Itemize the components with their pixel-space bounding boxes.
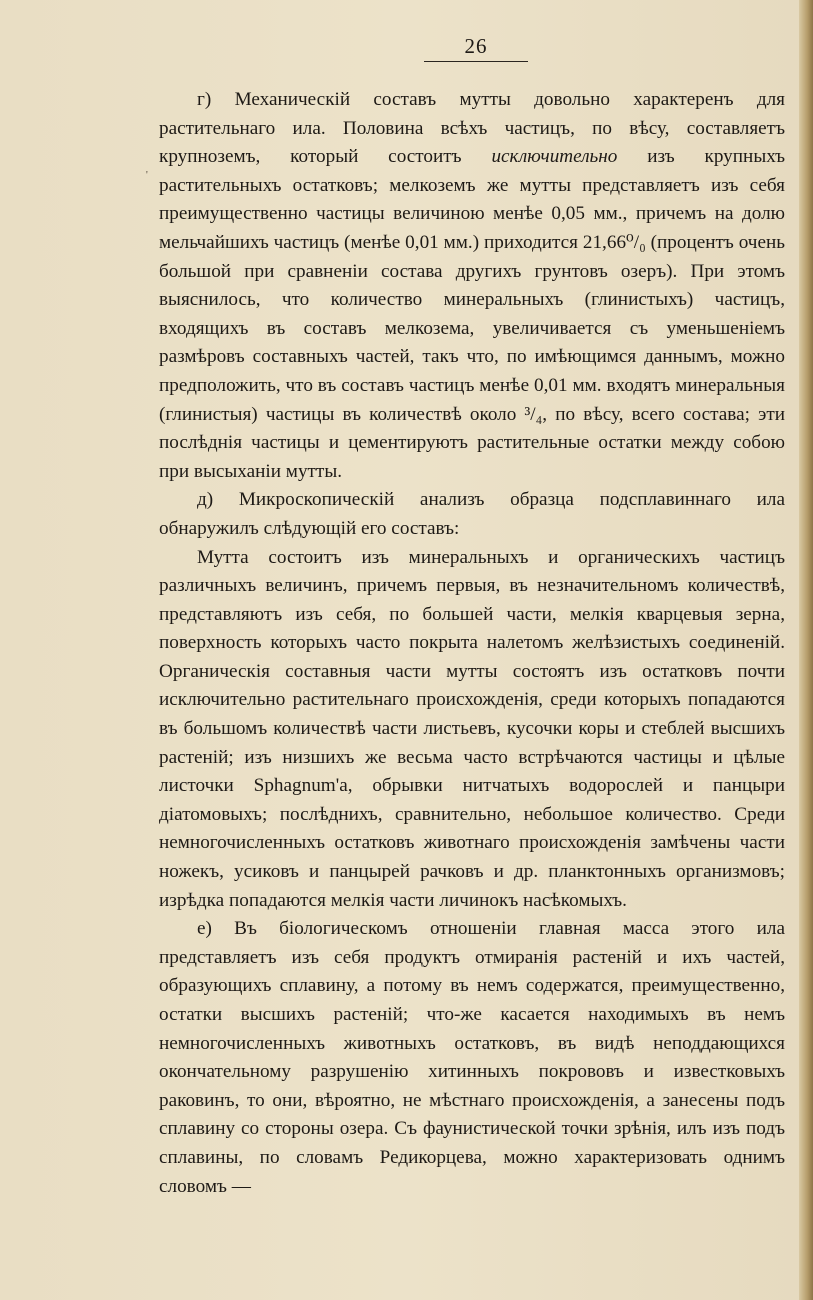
- page-number-rule: [424, 61, 528, 62]
- page-edge-shadow: [799, 0, 813, 1300]
- paragraph-e: е) Въ біологическомъ отношеніи главная масса этого ила представляетъ изъ себя продуктъ отмиранія растеній и ихъ частей, образующихъ сплавину, а потому въ немъ содержатся, преимущественно, остатки высшихъ растеній; что-же касается находимыхъ въ немъ немногочисленныхъ животныхъ остатковъ, въ видѣ неподдающихся окончательному разрушенію хитинныхъ покрововъ и известковыхъ раковинъ, то они, вѣроятно, не мѣстнаго происхожденія, а занесены подъ сплавину со стороны озера. Съ фаунистической точки зрѣнія, илъ изъ подъ сплавины, по словамъ Редикорцева, можно характеризовать однимъ словомъ —: [159, 918, 785, 1197]
- page-number: 26: [464, 34, 488, 58]
- body-text: [159, 86, 785, 1201]
- paragraph-d: д) Микроскопическій анализъ образца подсплавиннаго ила обнаружилъ слѣдующій его составъ:: [159, 489, 785, 539]
- paragraph-g-end: изъ крупныхъ растительныхъ остатковъ; мелкоземъ же мутты представляетъ изъ себя преимущественно частицы величиною менѣе 0,05 мм., причемъ на долю мельчайшихъ частицъ (менѣе 0,01 мм.) приходится 21,66⁰/₀ (процентъ очень большой при сравненіи состава другихъ грунтовъ озеръ). При этомъ выяснилось, что количество минеральныхъ (глинистыхъ) частицъ, входящихъ въ составъ мелкозема, увеличивается съ уменьшеніемъ размѣровъ составныхъ частей, такъ что, по имѣющимся даннымъ, можно предположить, что въ составъ частицъ менѣе 0,01 мм. входятъ минеральныя (глинистыя) частицы въ количествѣ около ³/₄, по вѣсу, всего состава; эти послѣднія частицы и цементируютъ растительные остатки между собою при высыханіи мутты.: [159, 146, 785, 482]
- paragraph-g: [159, 86, 785, 486]
- paragraph-mutta: Мутта состоитъ изъ минеральныхъ и органическихъ частицъ различныхъ величинъ, причемъ первыя, въ незначительномъ количествѣ, представляютъ изъ себя, по большей части, мелкія кварцевыя зерна, поверхность которыхъ часто покрыта налетомъ желѣзистыхъ соединеній. Органическія составныя части мутты состоятъ изъ остатковъ почти исключительно растительнаго происхожденія, среди которыхъ попадаются въ большомъ количествѣ части листьевъ, кусочки коры и стеблей высшихъ растеній; изъ низшихъ же весьма часто встрѣчаются частицы и цѣлые листочки Sphagnum'а, обрывки нитчатыхъ водорослей и панцыри діатомовыхъ; послѣднихъ, сравнительно, небольшое количество. Среди немногочисленныхъ остатковъ животнаго происхожденія замѣчены части ножекъ, усиковъ и панцырей рачковъ и др. планктонныхъ организмовъ; изрѣдка попадаются мелкія части личинокъ насѣкомыхъ.: [159, 546, 785, 911]
- margin-mark: ': [146, 170, 148, 181]
- paragraph-g-start: г) Механическій составъ мутты довольно характеренъ для растительнаго ила. Половина всѣхъ частицъ, по вѣсу, составляетъ крупноземъ, который состоитъ: [159, 89, 785, 168]
- italic-word: исключительно: [491, 146, 618, 168]
